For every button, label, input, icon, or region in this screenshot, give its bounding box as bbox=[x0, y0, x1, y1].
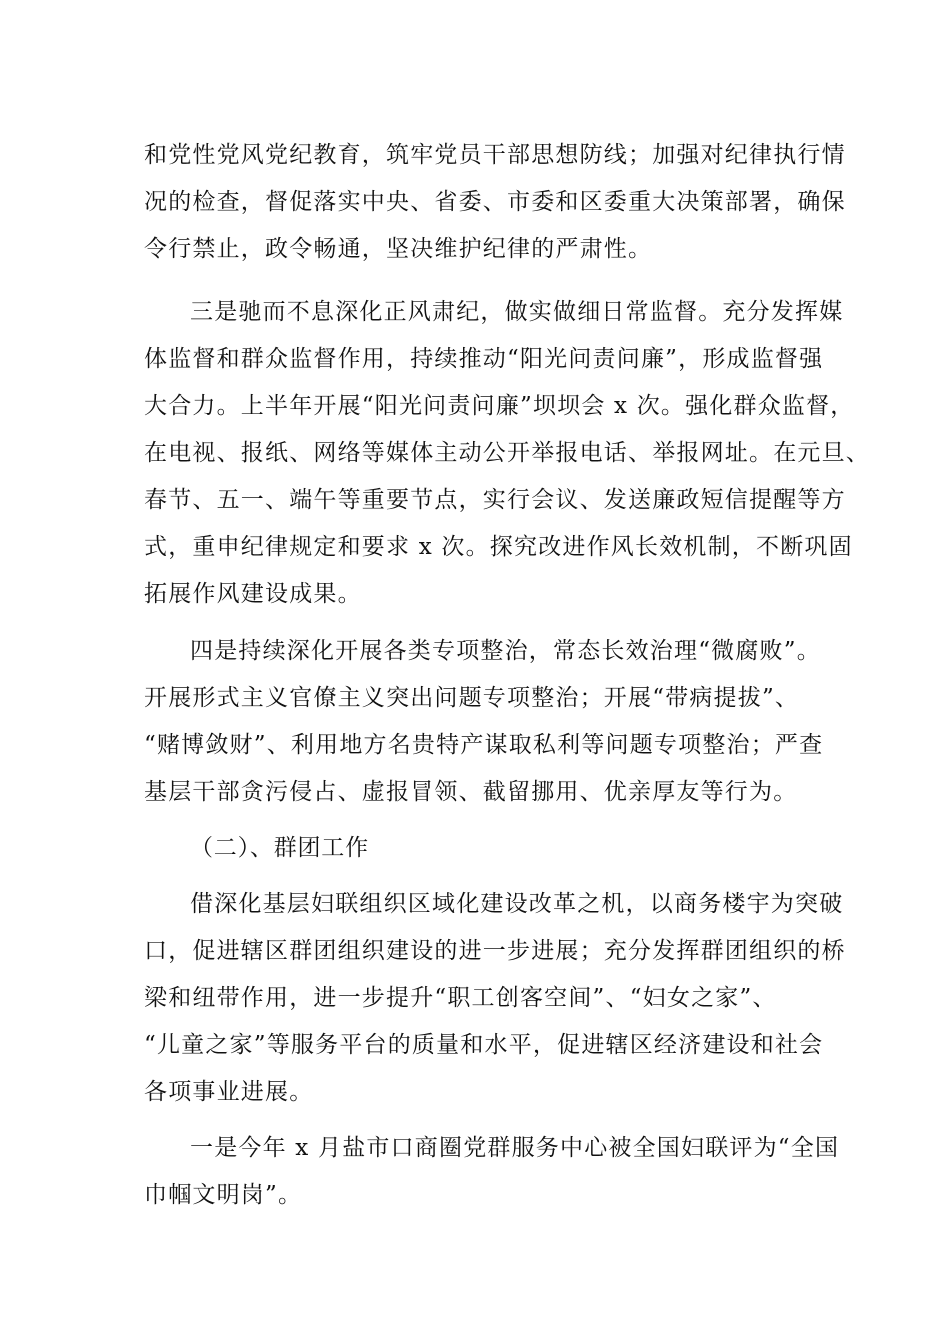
text-line: 巾帼文明岗”。 bbox=[144, 1182, 303, 1208]
text-line: 况的检查，督促落实中央、省委、市委和区委重大决策部署，确保 bbox=[144, 189, 846, 215]
text-line: 各项事业进展。 bbox=[144, 1079, 314, 1105]
text-line: 拓展作风建设成果。 bbox=[144, 581, 362, 607]
text-line: 令行禁止，政令畅通，坚决维护纪律的严肃性。 bbox=[144, 236, 653, 262]
paragraph-first-line: 三是驰而不息深化正风肃纪，做实做细日常监督。充分发挥媒 bbox=[190, 299, 844, 325]
paragraph-first-line: 四是持续深化开展各类专项整治，常态长效治理“微腐败”。 bbox=[190, 638, 821, 664]
text-line: 式，重申纪律规定和要求 x 次。探究改进作风长效机制，不断巩固 bbox=[144, 534, 853, 560]
text-line: 在电视、报纸、网络等媒体主动公开举报电话、举报网址。在元旦、 bbox=[144, 440, 870, 466]
text-line: 和党性党风党纪教育，筑牢党员干部思想防线；加强对纪律执行情 bbox=[144, 142, 846, 168]
text-line: 基层干部贪污侵占、虚报冒领、截留挪用、优亲厚友等行为。 bbox=[144, 779, 798, 805]
text-line: “儿童之家”等服务平台的质量和水平，促进辖区经济建设和社会 bbox=[144, 1032, 824, 1058]
text-line: 口，促进辖区群团组织建设的进一步进展；充分发挥群团组织的桥 bbox=[144, 938, 846, 964]
text-line: 大合力。上半年开展“阳光问责问廉”坝坝会 x 次。强化群众监督， bbox=[144, 393, 855, 419]
text-line: 春节、五一、端午等重要节点，实行会议、发送廉政短信提醒等方 bbox=[144, 487, 846, 513]
text-line: “赌博敛财”、利用地方名贵特产谋取私利等问题专项整治；严查 bbox=[144, 732, 824, 758]
text-line: 梁和纽带作用，进一步提升“职工创客空间”、“妇女之家”、 bbox=[144, 985, 777, 1011]
text-line: 开展形式主义官僚主义突出问题专项整治；开展“带病提拔”、 bbox=[144, 685, 800, 711]
section-heading: （二）、群团工作 bbox=[190, 835, 369, 861]
paragraph-first-line: 借深化基层妇联组织区域化建设改革之机，以商务楼宇为突破 bbox=[190, 891, 844, 917]
text-line: 体监督和群众监督作用，持续推动“阳光问责问廉”，形成监督强 bbox=[144, 346, 824, 372]
paragraph-first-line: 一是今年 x 月盐市口商圈党群服务中心被全国妇联评为“全国 bbox=[190, 1135, 840, 1161]
